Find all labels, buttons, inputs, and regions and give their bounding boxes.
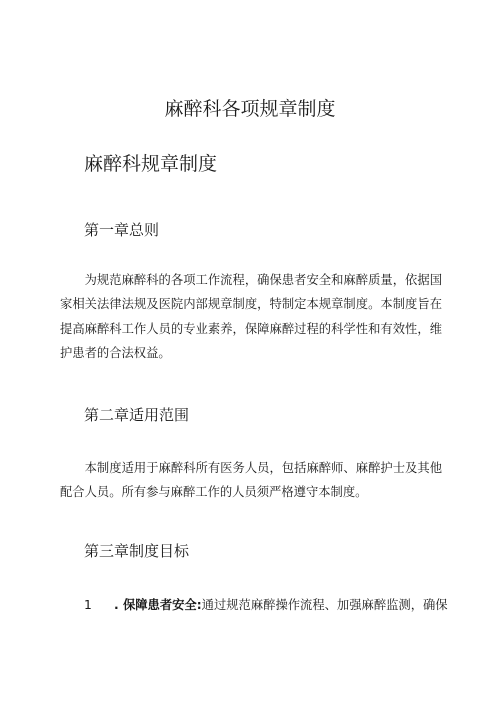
- chapter-2-paragraph: 本制度适用于麻醉科所有医务人员，包括麻醉师、麻醉护士及其他配合人员。所有参与麻醉工作的人员须严格遵守本制度。: [60, 461, 442, 500]
- section-title: 麻醉科规章制度: [84, 153, 218, 175]
- list-item: [84, 593, 448, 617]
- list-item-text: 通过规范麻醉操作流程、加强麻醉监测，确保: [201, 598, 448, 612]
- chapter-3-title: 第三章制度目标: [84, 542, 190, 560]
- list-item-label: . 保障患者安全:: [114, 598, 202, 612]
- chapter-2-title: 第二章适用范围: [84, 406, 190, 424]
- chapter-1-title: 第一章总则: [84, 221, 160, 239]
- document-title: 麻醉科各项规章制度: [164, 98, 336, 120]
- chapter-1-paragraph: 为规范麻醉科的各项工作流程，确保患者安全和麻醉质量，依据国家相关法律法规及医院内部规章制度，特制定本规章制度。本制度旨在提高麻醉科工作人员的专业素养，保障麻醉过程的科学性和有效性，维护患者的合法权益。: [60, 273, 442, 361]
- list-item-number: 1: [84, 598, 92, 612]
